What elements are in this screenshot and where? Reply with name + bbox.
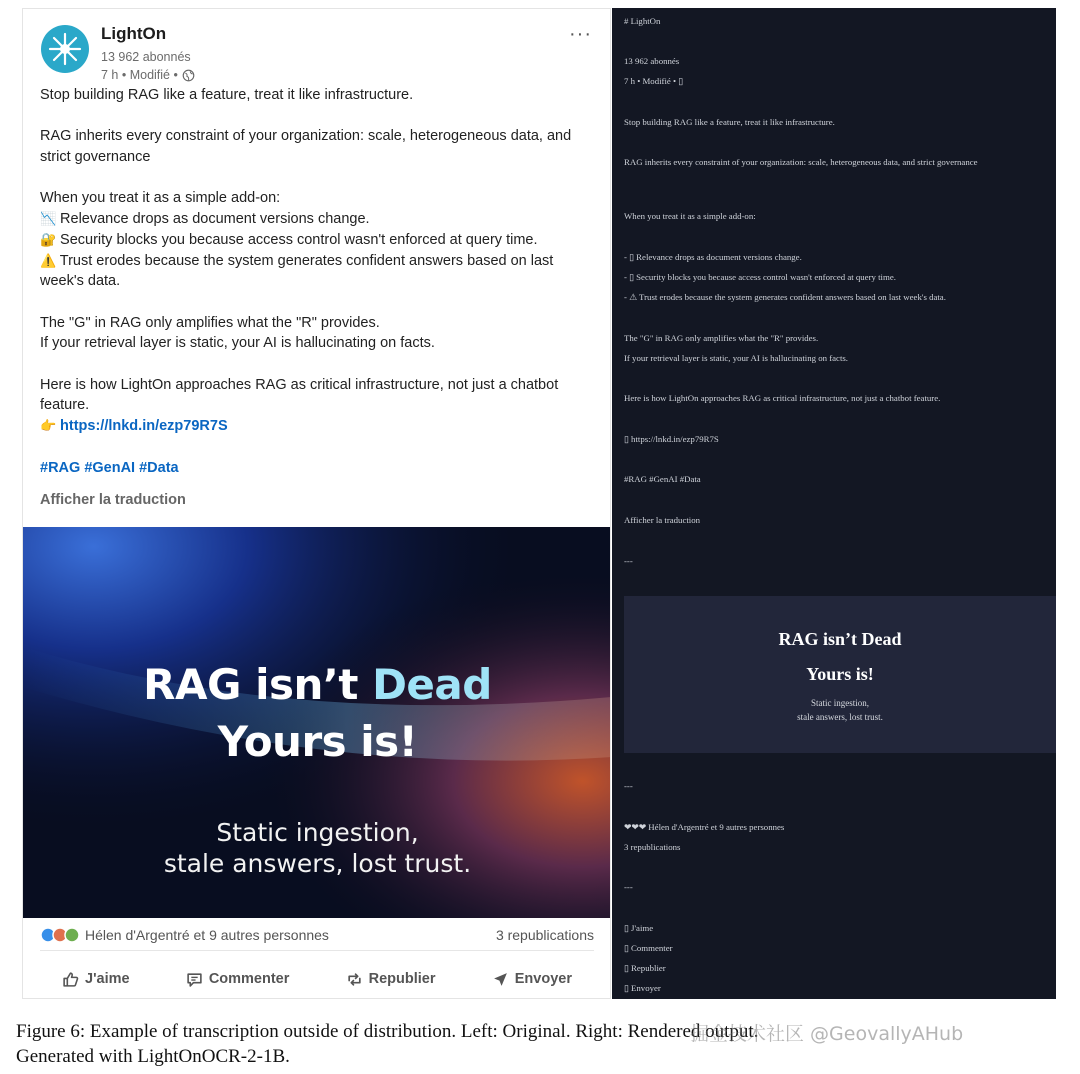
chart-down-icon: 📉 <box>40 211 57 227</box>
render-action-like: ▯ J'aime <box>624 923 654 933</box>
watermark: 掘金技术社区 @GeovallyAHub <box>690 1023 964 1045</box>
lighton-logo-icon <box>47 31 83 67</box>
render-card-title: RAG isn’t Dead <box>778 629 902 649</box>
render-reposts: 3 republications <box>624 842 681 852</box>
post-paragraph: RAG inherits every constraint of your organization: scale, heterogeneous data, and strict governance <box>40 128 572 166</box>
post-line: Stop building RAG like a feature, treat it like infrastructure. <box>40 87 414 103</box>
post-time: 7 h • Modifié • <box>101 68 178 82</box>
render-separator: --- <box>624 556 633 566</box>
render-action-repost: ▯ Republier <box>624 963 666 973</box>
render-separator: --- <box>624 781 633 791</box>
render-line: When you treat it as a simple add-on: <box>624 211 756 221</box>
lock-icon: 🔐 <box>40 231 57 247</box>
globe-icon <box>182 69 195 82</box>
caption-line: Figure 6: Example of transcription outside of distribution. Left: Original. Right: Rendered output. <box>16 1021 759 1042</box>
render-paragraph: RAG inherits every constraint of your organization: scale, heterogeneous data, and strict governance <box>624 157 978 167</box>
author-name[interactable]: LightOn <box>101 24 167 43</box>
image-title-line2: Yours is! <box>217 717 418 766</box>
render-meta: 7 h • Modifié • ▯ <box>624 76 684 86</box>
render-reactions: ❤❤❤ Hélen d'Argentré et 9 autres personnes <box>624 822 785 832</box>
reaction-icons[interactable] <box>40 927 82 943</box>
reaction-names[interactable]: Hélen d'Argentré et 9 autres personnes <box>85 927 329 943</box>
company-avatar[interactable] <box>41 25 89 73</box>
render-action-send: ▯ Envoyer <box>624 983 661 993</box>
post-image[interactable] <box>23 527 611 918</box>
follower-count: 13 962 abonnés <box>101 50 191 64</box>
render-line: If your retrieval layer is static, your AI is hallucinating on facts. <box>624 353 849 363</box>
post-line: When you treat it as a simple add-on: <box>40 190 281 207</box>
repost-button[interactable]: Republier <box>346 967 436 991</box>
render-line: Stop building RAG like a feature, treat it like infrastructure. <box>624 117 835 127</box>
post-bullet: 🔐 Security blocks you because access control wasn't enforced at query time. <box>40 230 600 251</box>
render-link[interactable]: ▯ https://lnkd.in/ezp79R7S <box>624 434 719 444</box>
hashtags[interactable]: #RAG #GenAI #Data <box>40 459 179 476</box>
image-subtitle: Static ingestion, stale answers, lost trust. <box>163 818 472 878</box>
post-paragraph: Here is how LightOn approaches RAG as critical infrastructure, not just a chatbot feature. <box>40 376 559 414</box>
repost-count[interactable]: 3 republications <box>495 927 594 943</box>
render-action-comment: ▯ Commenter <box>624 943 673 953</box>
more-options-button[interactable]: ··· <box>569 23 592 45</box>
comment-button[interactable]: Commenter <box>186 967 290 991</box>
divider <box>40 950 594 951</box>
send-button[interactable]: Envoyer <box>492 967 572 991</box>
comment-icon <box>186 971 203 988</box>
render-image-card <box>624 596 1056 753</box>
caption-line: Generated with LightOnOCR-2-1B. <box>16 1046 290 1067</box>
render-bullet: - ▯ Relevance drops as document versions change. <box>624 252 802 262</box>
post-line: If your retrieval layer is static, your AI is hallucinating on facts. <box>40 335 435 352</box>
post-meta <box>101 68 195 82</box>
post-line: The "G" in RAG only amplifies what the "R" provides. <box>40 314 380 331</box>
post-bullet: ⚠️ Trust erodes because the system generates confident answers based on last week's data. <box>40 252 554 290</box>
thumbs-up-icon <box>62 971 79 988</box>
render-separator: --- <box>624 882 633 892</box>
render-card-subtitle: Static ingestion, stale answers, lost trust. <box>797 698 883 722</box>
rendered-output-panel <box>612 8 1056 999</box>
image-title: RAG isn’t Dead <box>143 660 492 709</box>
post-bullet: 📉 Relevance drops as document versions change. <box>40 209 600 230</box>
send-icon <box>492 971 509 988</box>
post-link-line <box>40 416 600 437</box>
post-text <box>40 85 600 478</box>
render-heading: # LightOn <box>624 16 661 26</box>
warning-icon: ⚠️ <box>40 252 57 268</box>
repost-icon <box>346 971 363 988</box>
render-bullet: - ▯ Security blocks you because access control wasn't enforced at query time. <box>624 272 896 282</box>
show-translation-button[interactable]: Afficher la traduction <box>40 492 186 508</box>
like-button[interactable]: J'aime <box>62 967 130 991</box>
post-link[interactable]: https://lnkd.in/ezp79R7S <box>60 418 228 435</box>
pointing-hand-icon: 👉 <box>40 418 57 434</box>
render-followers: 13 962 abonnés <box>624 56 680 66</box>
reactions-row <box>40 925 594 949</box>
render-line: Here is how LightOn approaches RAG as critical infrastructure, not just a chatbot feature. <box>624 393 941 403</box>
render-line: The "G" in RAG only amplifies what the "R" provides. <box>624 333 819 343</box>
post-header <box>41 25 596 85</box>
render-bullet: - ⚠ Trust erodes because the system generates confident answers based on last week's data. <box>624 292 946 302</box>
linkedin-post <box>22 8 611 999</box>
render-card-title-line2: Yours is! <box>806 664 874 684</box>
render-translate: Afficher la traduction <box>624 515 701 525</box>
render-hashtags: #RAG #GenAI #Data <box>624 474 701 484</box>
action-bar <box>40 967 594 991</box>
